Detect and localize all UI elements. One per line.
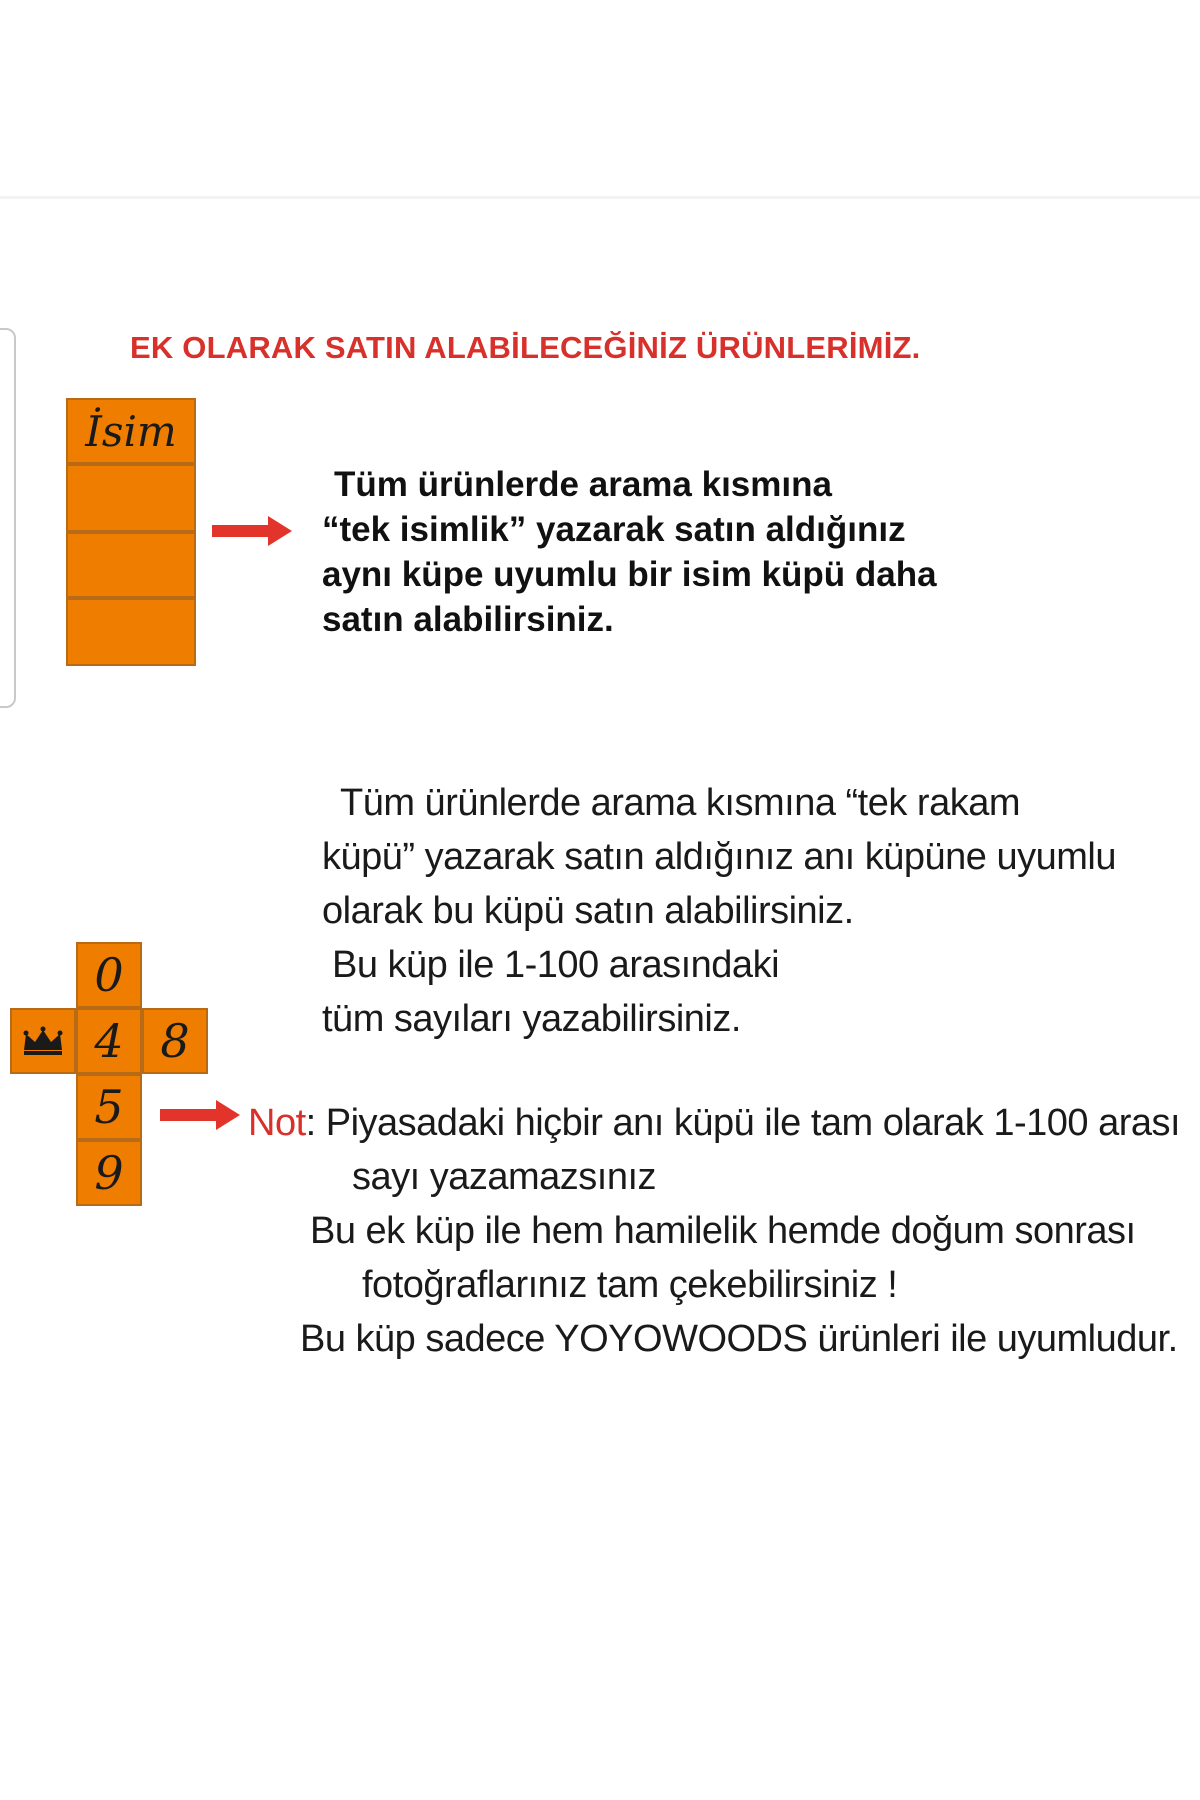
note-text: : Piyasadaki hiçbir anı küpü ile tam olarak 1-100 arası [305, 1102, 1181, 1144]
arrow-right-icon [212, 516, 292, 546]
note-line: fotoğraflarınız tam çekebilirsiniz ! [362, 1264, 898, 1306]
description-line: Bu küp ile 1-100 arasındaki [332, 944, 780, 986]
name-cube-face [66, 598, 196, 666]
note-line: Bu küp sadece YOYOWOODS ürünleri ile uyumludur. [300, 1318, 1178, 1360]
description-line: satın alabilirsiniz. [322, 600, 614, 639]
note-line: Bu ek küp ile hem hamilelik hemde doğum sonrası [310, 1210, 1136, 1252]
cube-digit: 5 [94, 1080, 124, 1134]
arrow-right-icon [160, 1100, 240, 1130]
number-cube-face [10, 1008, 76, 1074]
name-cube-label-face [66, 398, 196, 464]
top-divider [0, 196, 1200, 199]
cube-digit: 9 [94, 1146, 124, 1200]
description-line: aynı küpe uyumlu bir isim küpü daha [322, 555, 937, 594]
description-line: olarak bu küpü satın alabilirsiniz. [322, 890, 854, 932]
name-cube-description [322, 462, 1122, 642]
name-cube-label: İsim [85, 406, 177, 456]
number-cube-face [76, 1074, 142, 1140]
number-cube-face [76, 1140, 142, 1206]
crown-icon [21, 1026, 65, 1056]
description-line: küpü” yazarak satın aldığınız anı küpüne uyumlu [322, 836, 1116, 878]
note-line: sayı yazamazsınız [352, 1156, 657, 1198]
description-line: “tek isimlik” yazarak satın aldığınız [322, 510, 906, 549]
cube-digit: 4 [94, 1014, 124, 1068]
description-line: Tüm ürünlerde arama kısmına “tek rakam [340, 782, 1021, 824]
side-panel-edge [0, 328, 16, 708]
name-cube-face [66, 464, 196, 532]
number-cube-face [76, 1008, 142, 1074]
number-cube-face [76, 942, 142, 1008]
description-line: tüm sayıları yazabilirsiniz. [322, 998, 741, 1040]
cube-digit: 0 [94, 948, 124, 1002]
description-line: Tüm ürünlerde arama kısmına [334, 465, 832, 504]
cube-digit: 8 [160, 1014, 190, 1068]
note-label: Not [248, 1102, 306, 1144]
number-cube-face [142, 1008, 208, 1074]
name-cube-face [66, 532, 196, 598]
note-line [248, 1096, 1180, 1150]
page-heading: EK OLARAK SATIN ALABİLECEĞİNİZ ÜRÜNLERİMİZ. [130, 330, 921, 365]
